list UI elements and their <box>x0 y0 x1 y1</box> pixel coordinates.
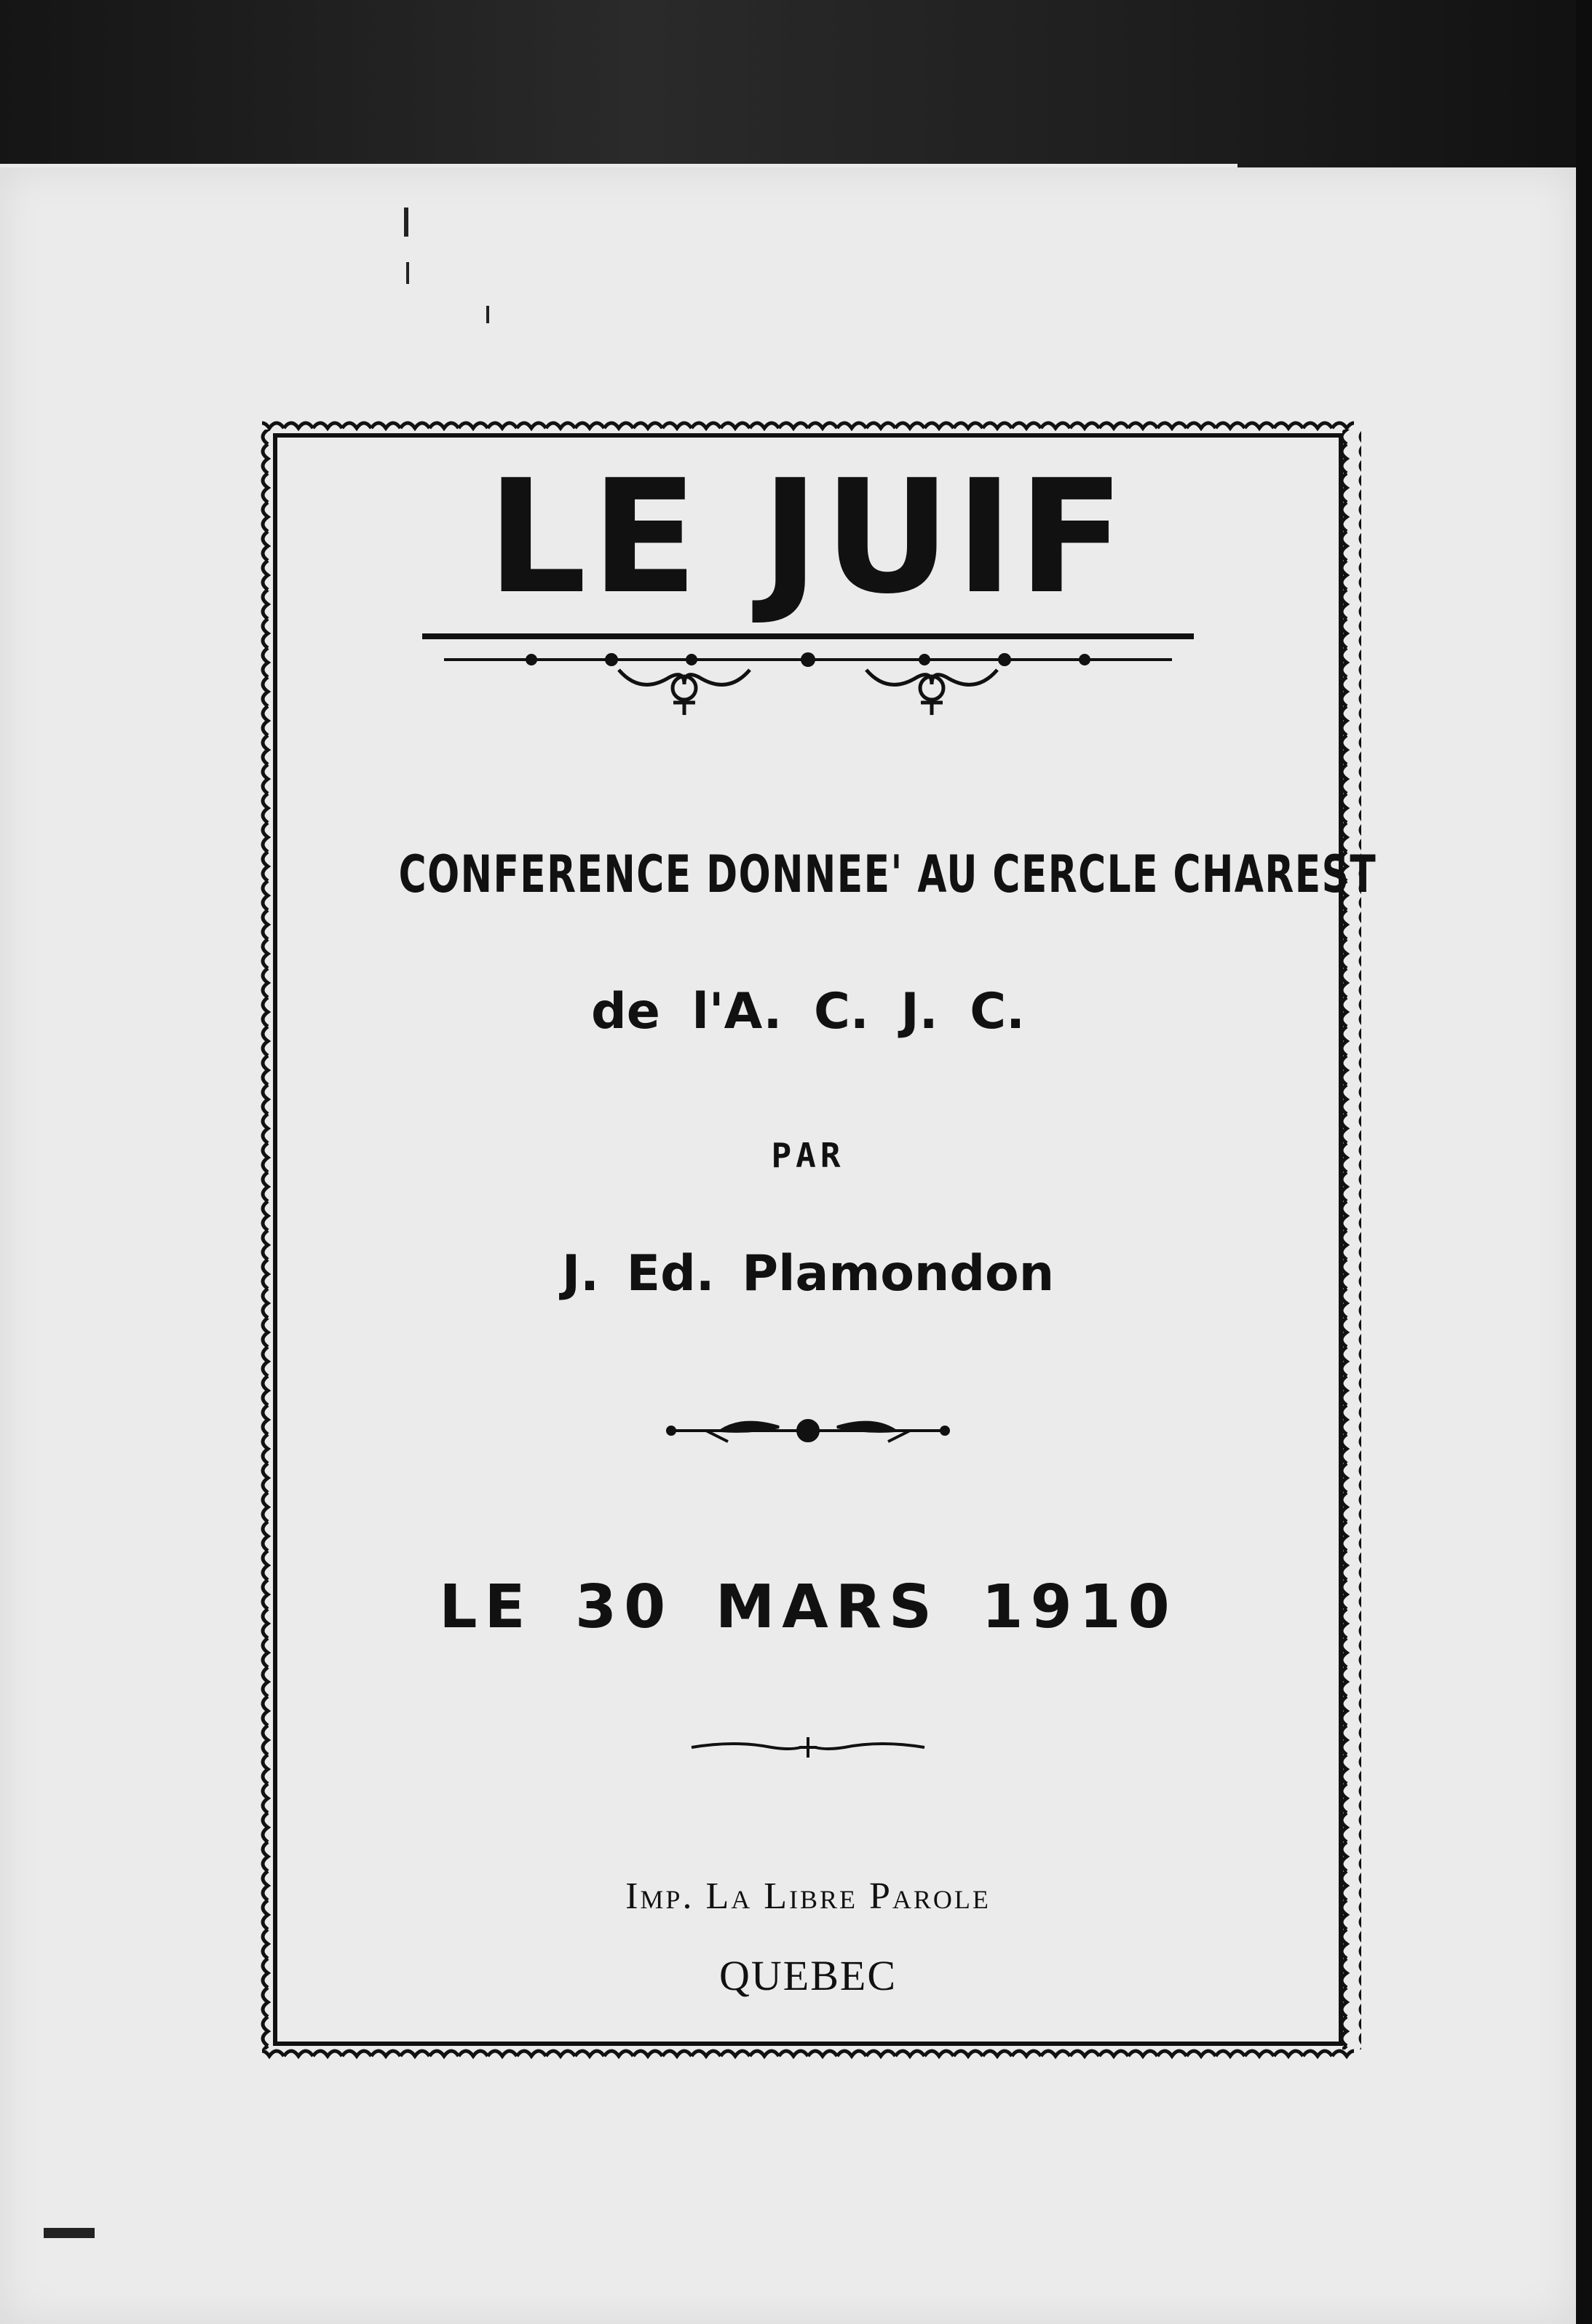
page-title: LE JUIF <box>486 446 1130 628</box>
title-page-content <box>255 415 1377 2064</box>
margin-mark <box>406 262 409 284</box>
printer-imprint: Imp. La Libre Parole <box>625 1876 991 1917</box>
cross-divider <box>662 1733 954 1762</box>
lecture-subtitle: CONFERENCE DONNEE' AU CERCLE CHAREST <box>398 845 1377 904</box>
title-page-frame <box>255 415 1377 2064</box>
scan-right-edge <box>1576 0 1592 2324</box>
lecture-date: LE 30 MARS 1910 <box>439 1573 1177 1642</box>
margin-mark <box>486 306 489 323</box>
by-label: PAR <box>771 1136 845 1175</box>
author-name: J. Ed. Plamondon <box>561 1245 1055 1303</box>
flourish-ornament <box>422 633 1194 721</box>
margin-mark <box>44 2228 95 2238</box>
organization-line: de l'A. C. J. C. <box>591 983 1025 1040</box>
leaf-ornament <box>662 1412 954 1449</box>
printer-city: QUEBEC <box>719 1952 897 1999</box>
margin-mark <box>404 208 408 237</box>
